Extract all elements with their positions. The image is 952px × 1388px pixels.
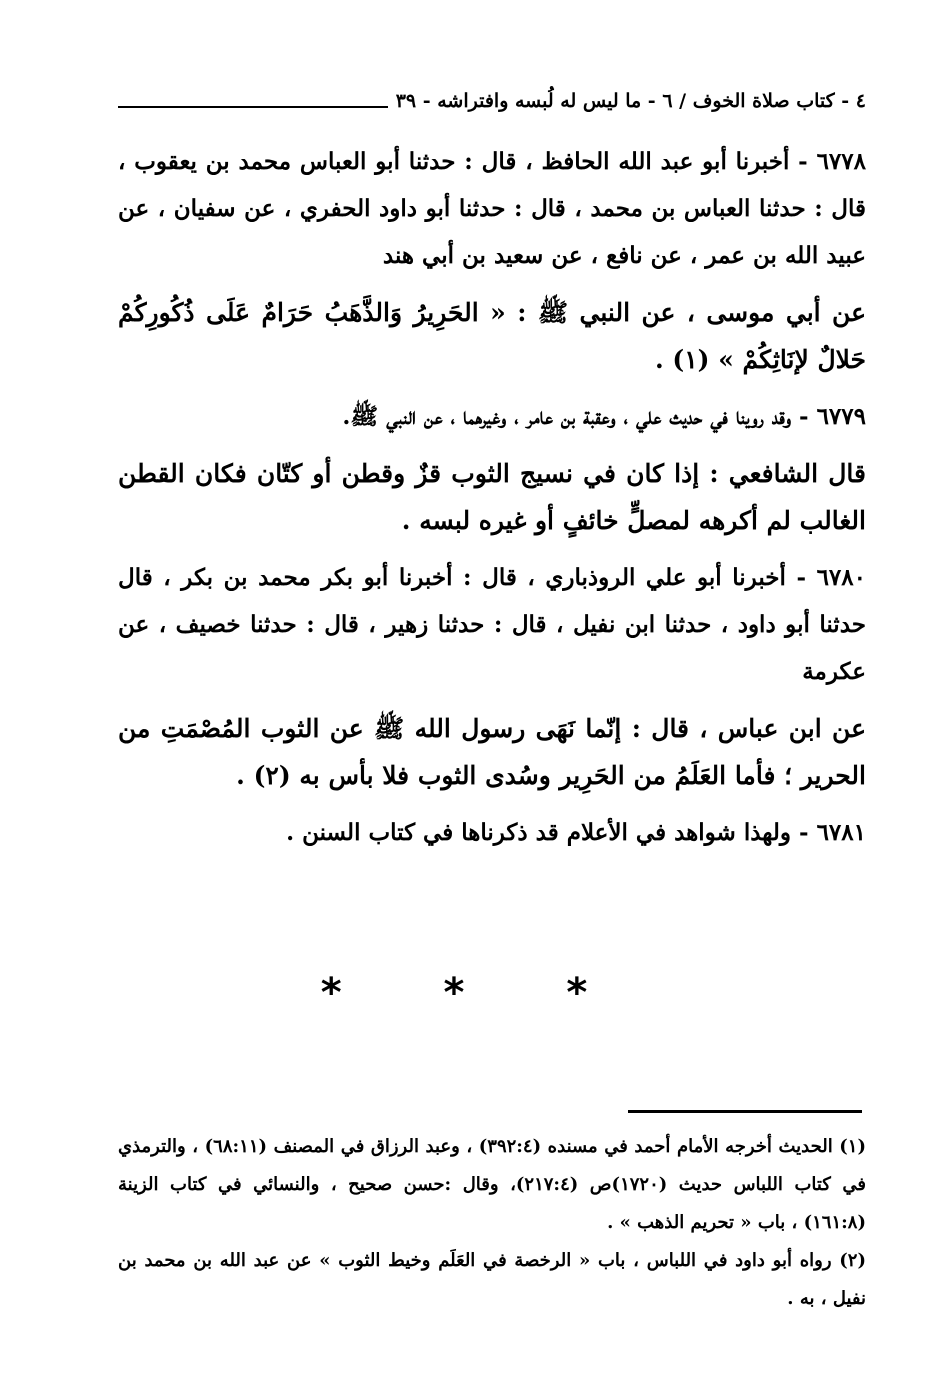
footnote-2: (٢) رواه أبو داود في اللباس ، باب « الرخصة في العَلَم وخيط الثوب » عن عبد الله بن محمد بن نفيل ، به . — [118, 1250, 866, 1309]
hadith-6780-text: عن ابن عباس ، قال : إنّما نَهَى رسول الله ﷺ عن الثوب المُصْمَتِ من الحرير ؛ فأما العَلَمُ من الحَرِير وسُدى الثوب فلا بأس به (٢) . — [118, 714, 866, 790]
footnote-rule — [628, 1110, 862, 1113]
footnotes — [118, 1128, 866, 1318]
running-title: ٤ - كتاب صلاة الخوف / ٦ - ما ليس له لُبسه وافتراشه - ٣٩ — [395, 90, 866, 112]
hadith-6778-chain: ٦٧٧٨ - أخبرنا أبو عبد الله الحافظ ، قال : حدثنا أبو العباس محمد بن يعقوب ، قال : حدثنا العباس بن محمد ، قال : حدثنا أبو داود الحفري ، عن سفيان ، عن عبيد الله بن عمر ، عن نافع ، عن سعيد بن أبي هند — [118, 148, 866, 269]
hadith-6778-text: عن أبي موسى ، عن النبي ﷺ : « الحَرِيرُ وَالذَّهَبُ حَرَامٌ عَلَى ذُكُورِكُمْ حَلالٌ لإنَاثِكُمْ » (١) . — [118, 298, 866, 374]
hadith-6781: ٦٧٨١ - ولهذا شواهد في الأعلام قد ذكرناها في كتاب السنن . — [286, 819, 866, 846]
section-separator: * * * — [320, 970, 632, 1016]
footnote-1: (١) الحديث أخرجه الأمام أحمد في مسنده (٣٩٢:٤) ، وعبد الرزاق في المصنف (٦٨:١١) ، والترمذي في كتاب اللباس حديث (١٧٢٠)ص (٢١٧:٤)، وقال :حسن صحيح ، والنسائي في كتاب الزينة (١٦١:٨) ، باب « تحريم الذهب » . — [118, 1136, 867, 1233]
page-header — [118, 82, 866, 118]
hadith-6779: ٦٧٧٩ - وقد روينا في حديث علي ، وعقبة بن عامر ، وغيرهما ، عن النبي ﷺ. — [342, 403, 866, 430]
hadith-6780-chain: ٦٧٨٠ - أخبرنا أبو علي الروذباري ، قال : أخبرنا أبو بكر محمد بن بكر ، قال حدثنا أبو داود ، حدثنا ابن نفيل ، قال : حدثنا زهير ، قال : حدثنا خصيف ، عن عكرمة — [118, 564, 866, 685]
header-rule — [118, 106, 388, 108]
main-text — [118, 138, 866, 866]
shafii-statement: قال الشافعي : إذا كان في نسيج الثوب قزٌ وقطن أو كتّان فكان القطن الغالب لم أكرهه لمصلٍّ خائفٍ أو غيره لبسه . — [118, 459, 866, 535]
